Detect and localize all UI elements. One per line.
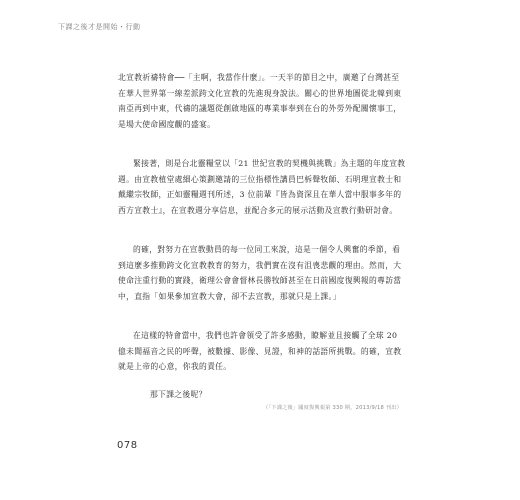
closing-question: 那下課之後呢？	[150, 390, 207, 399]
paragraph-1: 北宣教祈禱特會──「主啊，我當作什麼」。一天半的節目之中，廣邀了台灣甚至在華人世界第一線差派跨文化宣教的先進現身說法。關心的世界地圖從北韓到東南亞再到中東，代禱的議題從創啟地區的專業事奉到在台的外勞外配關懷事工，是場大使命國度觀的盛宴。	[118, 73, 402, 129]
paragraph-4: 在這樣的特會當中，我們也許會領受了許多感動，瞭解並且接觸了全球 20 億未聞福音之民的呼聲，被數據、影像、見證，和神的話語所挑戰。的確，宣教就是上帝的心意，你我的責任。	[118, 331, 402, 371]
page-number: 078	[117, 440, 138, 451]
paragraph-2: 緊接著，則是台北靈糧堂以「21 世紀宣教的契機與挑戰」為主題的年度宣教週。由宣教植堂處細心策劃邀請的三位指標性講員巴柝聲牧師、石明理宣教士和戴繼宗牧師，正如靈糧週刊所述，3 位前輩『皆為資深且在華人當中服事多年的西方宣教士』，在宣教週分享信息，並配合多元的展示活動及宣教行動研討會。	[118, 159, 406, 215]
running-head-title: 下課之後才是開始・行動	[58, 23, 141, 31]
source-citation: （「下課之後」國度復興報第 330 期，2013/9/18 刊出）	[263, 405, 402, 411]
paragraph-3: 的確，對努力在宣教動員的每一位同工來說，這是一個令人興奮的季節，看到這麼多推動跨文化宣教教育的努力，我們實在沒有沮喪悲觀的理由。然而，大使命注重行動的實踐，衛理公會會督林長勝牧師甚至在日前國度復興報的專訪當中，直指「如果參加宣教大會，卻不去宣教，那就只是上課。」	[118, 245, 402, 301]
article-body	[118, 70, 406, 399]
